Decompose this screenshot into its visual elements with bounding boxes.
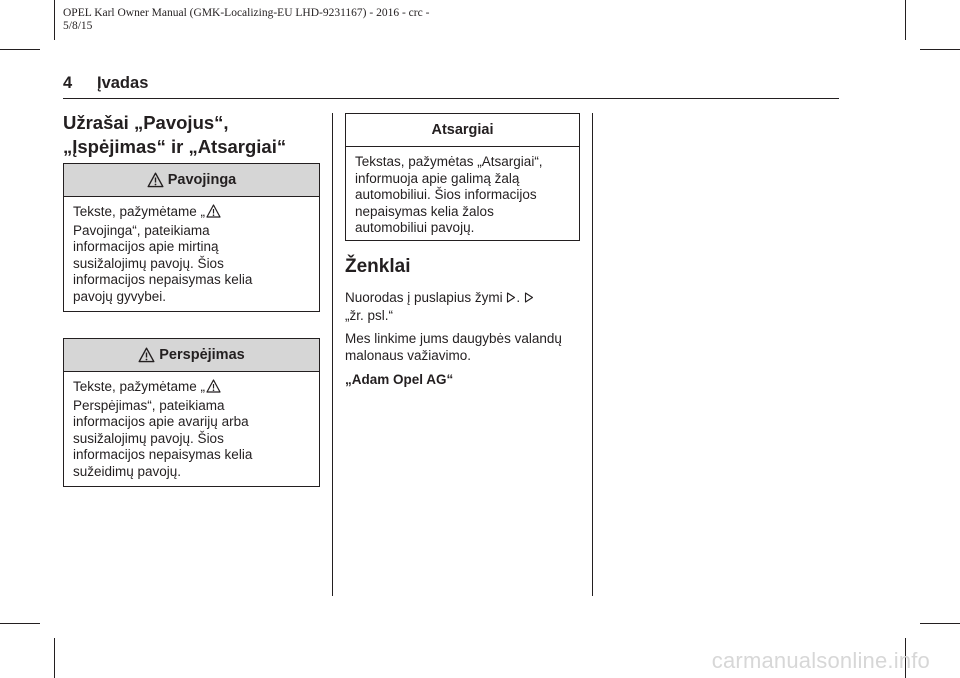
page-reference-arrow-icon: [506, 291, 516, 308]
crop-mark: [905, 0, 906, 40]
crop-mark: [0, 623, 40, 624]
ref-text-separator: .: [516, 290, 524, 305]
danger-box-text: [64, 197, 319, 311]
warning-box-header: [64, 339, 319, 372]
danger-text-line: susižalojimų pavojų. Šios: [73, 255, 224, 271]
caution-box-text: [346, 147, 579, 243]
danger-text-line: Pavojinga“, pateikiama: [73, 222, 210, 238]
warning-triangle-icon: [206, 204, 221, 223]
section-heading-line: „Įspėjimas“ ir „Atsargiai“: [63, 136, 287, 157]
section-heading-signal-words: [63, 111, 323, 159]
signature: „Adam Opel AG“: [345, 372, 454, 387]
section-heading-symbols: Ženklai: [345, 256, 411, 277]
warning-triangle-icon: [206, 379, 221, 398]
closing-line: Mes linkime jums daugybės valandų: [345, 331, 562, 346]
danger-text-intro: Tekste, pažymėtame „: [73, 204, 206, 219]
ref-text-meaning: „žr. psl.“: [345, 307, 394, 323]
warning-triangle-icon: [147, 172, 164, 188]
warning-text-line: sužeidimų pavojų.: [73, 463, 182, 479]
warning-box-text: [64, 372, 319, 486]
page-reference-arrow-icon: [524, 291, 534, 308]
danger-text-line: informacijos nepaisymas kelia: [73, 272, 253, 287]
caution-text-line: informuoja apie galimą žalą: [355, 170, 520, 186]
danger-box: [63, 163, 320, 312]
warning-box: [63, 338, 320, 487]
ref-text-intro: Nuorodas į puslapius žymi: [345, 290, 507, 305]
column-divider: [332, 113, 333, 596]
warning-text-line: Perspėjimas“, pateikiama: [73, 397, 225, 413]
column-divider: [592, 113, 593, 596]
watermark: carmanualsonline.info: [711, 648, 930, 673]
danger-text-line: pavojų gyvybei.: [73, 288, 167, 304]
closing-line: malonaus važiavimo.: [345, 347, 472, 363]
warning-text-line: informacijos nepaisymas kelia: [73, 447, 253, 462]
warning-text-line: susižalojimų pavojų. Šios: [73, 430, 224, 446]
section-heading-line: Užrašai „Pavojus“,: [63, 112, 229, 133]
caution-text-line: automobiliui. Šios informacijos: [355, 187, 537, 202]
caution-text-line: Tekstas, pažymėtas „Atsargiai“,: [355, 154, 543, 169]
page-number: 4: [63, 74, 73, 92]
chapter-title: Įvadas: [97, 74, 149, 92]
danger-text-line: informacijos apie mirtiną: [73, 239, 219, 254]
page-reference-paragraph: [345, 290, 585, 324]
warning-text-line: informacijos apie avarijų arba: [73, 414, 249, 429]
caution-box-header: [346, 114, 579, 147]
print-meta-line1: OPEL Karl Owner Manual (GMK-Localizing-EU LHD-9231167) - 2016 - crc -: [63, 7, 430, 19]
danger-box-header: [64, 164, 319, 197]
crop-mark: [54, 638, 55, 678]
danger-box-title: Pavojinga: [167, 172, 237, 188]
crop-mark: [0, 49, 40, 50]
caution-text-line: automobiliui pavojų.: [355, 220, 475, 235]
warning-box-title: Perspėjimas: [159, 347, 245, 363]
warning-triangle-icon: [138, 347, 155, 363]
caution-box: [345, 113, 580, 241]
caution-box-title: Atsargiai: [431, 122, 494, 138]
closing-paragraph: [345, 331, 585, 364]
crop-mark: [54, 0, 55, 40]
print-meta-line2: 5/8/15: [63, 20, 93, 32]
print-meta: [63, 7, 429, 33]
warning-text-intro: Tekste, pažymėtame „: [73, 379, 206, 394]
page-heading: [63, 72, 839, 99]
crop-mark: [920, 623, 960, 624]
caution-text-line: nepaisymas kelia žalos: [355, 203, 494, 219]
crop-mark: [920, 49, 960, 50]
